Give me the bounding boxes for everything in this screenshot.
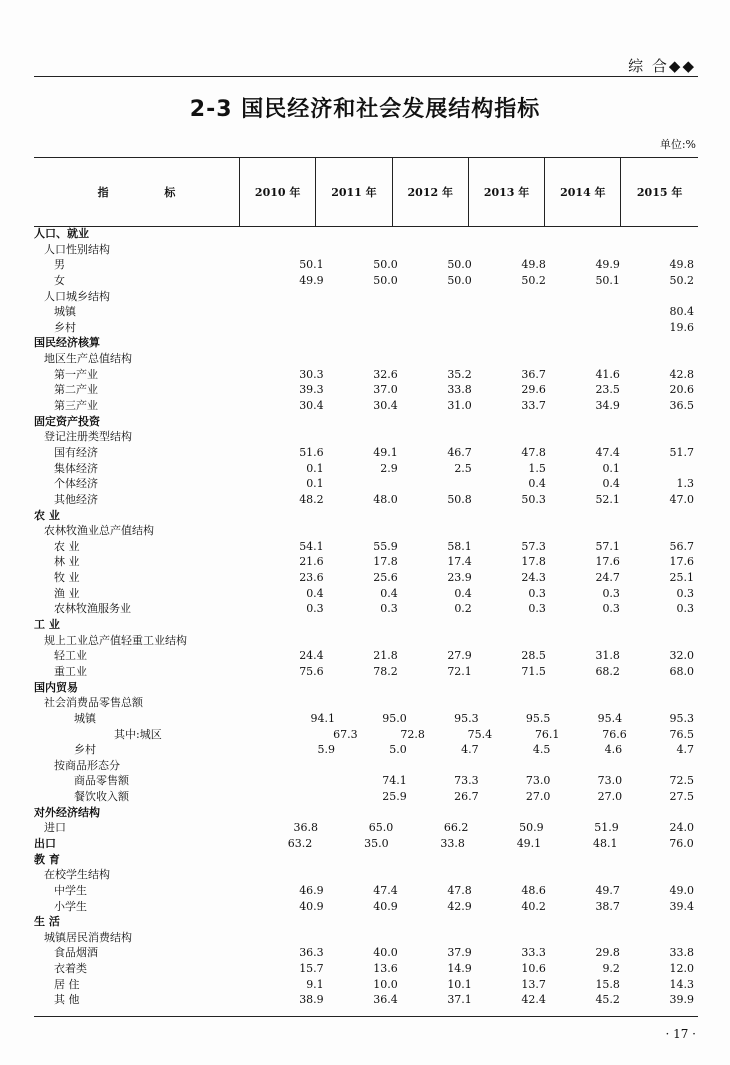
cell-value: 76.6 xyxy=(602,727,627,741)
row-label: 第二产业 xyxy=(54,383,98,397)
year-header: 2011 年 xyxy=(316,158,392,226)
cell-value: 0.4 xyxy=(306,586,324,600)
cell-value: 47.8 xyxy=(447,883,472,897)
table-row xyxy=(34,445,698,461)
cell-value: 23.6 xyxy=(299,571,324,585)
cell-value: 17.6 xyxy=(595,555,620,569)
cell-value: 17.8 xyxy=(373,555,398,569)
section-header: 综 合◆◆ xyxy=(628,57,696,75)
cell-value: 50.0 xyxy=(373,273,398,287)
cell-value: 5.0 xyxy=(389,743,407,757)
row-label: 其他经济 xyxy=(54,492,98,506)
cell-value: 23.9 xyxy=(447,571,472,585)
cell-value: 50.0 xyxy=(447,258,472,272)
cell-value: 57.3 xyxy=(521,539,546,553)
cell-value: 0.4 xyxy=(380,586,398,600)
table-row xyxy=(34,554,698,570)
cell-value: 27.0 xyxy=(525,790,551,804)
row-label: 第三产业 xyxy=(54,399,98,413)
cell-value: 38.9 xyxy=(299,993,324,1007)
cell-value: 0.3 xyxy=(676,602,694,616)
cell-value: 52.1 xyxy=(595,492,620,506)
row-label: 农林牧渔服务业 xyxy=(54,602,131,616)
table-row xyxy=(34,711,698,727)
cell-value: 10.0 xyxy=(373,977,398,991)
row-label: 人口城乡结构 xyxy=(44,289,110,303)
indicator-header: 指 标 xyxy=(34,158,240,226)
cell-value: 80.4 xyxy=(669,305,694,319)
cell-value: 0.3 xyxy=(306,602,324,616)
cell-value: 37.9 xyxy=(447,946,472,960)
cell-value: 50.8 xyxy=(447,492,472,506)
cell-value: 40.0 xyxy=(373,946,398,960)
row-label: 城镇 xyxy=(74,711,96,725)
table-row xyxy=(34,961,698,977)
cell-value: 65.0 xyxy=(368,821,394,835)
row-label: 出口 xyxy=(34,836,56,850)
row-label: 轻工业 xyxy=(54,649,87,663)
row-label: 其 他 xyxy=(54,993,80,1007)
cell-value: 12.0 xyxy=(669,962,694,976)
table-row xyxy=(34,742,698,758)
table-row xyxy=(34,617,698,633)
cell-value: 21.6 xyxy=(299,555,324,569)
table-row xyxy=(34,820,698,836)
row-label: 农林牧渔业总产值结构 xyxy=(44,524,154,538)
cell-value: 75.4 xyxy=(467,727,493,741)
cell-value: 35.0 xyxy=(364,836,389,850)
row-label: 教 育 xyxy=(34,852,60,866)
cell-value: 42.4 xyxy=(521,993,546,1007)
table-row xyxy=(34,992,698,1008)
row-label: 个体经济 xyxy=(54,477,98,491)
cell-value: 48.2 xyxy=(299,492,324,506)
table-row xyxy=(34,461,698,477)
row-label: 小学生 xyxy=(54,899,87,913)
table-row xyxy=(34,508,698,524)
cell-value: 50.0 xyxy=(447,273,472,287)
row-label: 规上工业总产值轻重工业结构 xyxy=(44,633,187,647)
cell-value: 66.2 xyxy=(443,821,469,835)
cell-value: 42.9 xyxy=(447,899,472,913)
cell-value: 40.2 xyxy=(521,899,546,913)
cell-value: 49.9 xyxy=(595,258,620,272)
table-row xyxy=(34,539,698,555)
cell-value: 72.8 xyxy=(400,727,425,741)
cell-value: 15.7 xyxy=(299,962,324,976)
cell-value: 0.4 xyxy=(602,477,620,491)
cell-value: 72.1 xyxy=(447,664,472,678)
cell-value: 10.6 xyxy=(521,962,546,976)
cell-value: 32.0 xyxy=(669,649,694,663)
cell-value: 78.2 xyxy=(373,664,398,678)
cell-value: 29.8 xyxy=(595,946,620,960)
cell-value: 14.3 xyxy=(669,977,694,991)
cell-value: 55.9 xyxy=(373,539,398,553)
table-row xyxy=(34,930,698,946)
cell-value: 49.9 xyxy=(299,273,324,287)
row-label: 重工业 xyxy=(54,664,87,678)
row-label: 在校学生结构 xyxy=(44,868,110,882)
cell-value: 2.5 xyxy=(454,461,472,475)
table-row xyxy=(34,289,698,305)
cell-value: 27.5 xyxy=(669,790,694,804)
table-row xyxy=(34,680,698,696)
table-row xyxy=(34,758,698,774)
cell-value: 33.8 xyxy=(669,946,694,960)
year-header: 2014 年 xyxy=(545,158,621,226)
cell-value: 73.0 xyxy=(597,774,623,788)
cell-value: 49.8 xyxy=(521,258,546,272)
cell-value: 68.2 xyxy=(595,664,620,678)
row-label: 食品烟酒 xyxy=(54,946,98,960)
page-number: · 17 · xyxy=(665,1027,696,1041)
cell-value: 25.9 xyxy=(382,790,407,804)
cell-value: 49.1 xyxy=(516,836,542,850)
table-row xyxy=(34,601,698,617)
cell-value: 40.9 xyxy=(299,899,324,913)
row-label: 渔 业 xyxy=(54,586,80,600)
cell-value: 75.6 xyxy=(299,664,324,678)
cell-value: 36.7 xyxy=(521,367,546,381)
table-row xyxy=(34,883,698,899)
cell-value: 36.5 xyxy=(669,399,694,413)
cell-value: 26.7 xyxy=(454,790,479,804)
cell-value: 9.2 xyxy=(602,962,620,976)
cell-value: 50.1 xyxy=(299,258,324,272)
row-label: 人口性别结构 xyxy=(44,242,110,256)
table-row xyxy=(34,945,698,961)
cell-value: 36.3 xyxy=(299,946,324,960)
cell-value: 27.0 xyxy=(597,790,623,804)
cell-value: 0.4 xyxy=(528,477,546,491)
table-row xyxy=(34,523,698,539)
table-row xyxy=(34,429,698,445)
row-label: 生 活 xyxy=(34,915,60,929)
unit-label: 单位:% xyxy=(659,138,696,151)
table-row xyxy=(34,852,698,868)
cell-value: 32.6 xyxy=(373,367,398,381)
cell-value: 57.1 xyxy=(595,539,620,553)
cell-value: 95.4 xyxy=(597,711,623,725)
cell-value: 48.1 xyxy=(592,836,618,850)
cell-value: 28.5 xyxy=(521,649,546,663)
table-row xyxy=(34,304,698,320)
table-row xyxy=(34,914,698,930)
cell-value: 17.8 xyxy=(521,555,546,569)
cell-value: 9.1 xyxy=(306,977,324,991)
cell-value: 68.0 xyxy=(669,664,694,678)
row-label: 城镇 xyxy=(54,305,76,319)
table-body xyxy=(34,226,698,1008)
row-label: 其中:城区 xyxy=(114,727,162,741)
table-row xyxy=(34,398,698,414)
row-label: 国有经济 xyxy=(54,445,98,459)
cell-value: 0.1 xyxy=(602,461,620,475)
cell-value: 5.9 xyxy=(317,743,335,757)
row-label: 餐饮收入额 xyxy=(74,790,129,804)
cell-value: 37.0 xyxy=(373,383,398,397)
cell-value: 27.9 xyxy=(447,649,472,663)
row-label: 女 xyxy=(54,273,65,287)
cell-value: 46.7 xyxy=(447,445,472,459)
row-label: 农 业 xyxy=(54,539,80,553)
table-row xyxy=(34,899,698,915)
cell-value: 71.5 xyxy=(521,664,546,678)
row-label: 固定资产投资 xyxy=(34,414,100,428)
row-label: 男 xyxy=(54,258,65,272)
cell-value: 30.4 xyxy=(373,399,398,413)
table-row xyxy=(34,648,698,664)
cell-value: 4.7 xyxy=(461,743,479,757)
cell-value: 48.6 xyxy=(521,883,546,897)
cell-value: 76.1 xyxy=(534,727,560,741)
row-label: 乡村 xyxy=(54,320,76,334)
table-row xyxy=(34,977,698,993)
table-row xyxy=(34,773,698,789)
cell-value: 39.3 xyxy=(299,383,324,397)
cell-value: 33.8 xyxy=(440,836,465,850)
cell-value: 0.1 xyxy=(306,461,324,475)
row-label: 牧 业 xyxy=(54,571,80,585)
year-header: 2015 年 xyxy=(636,186,683,199)
cell-value: 50.3 xyxy=(521,492,546,506)
cell-value: 25.6 xyxy=(373,571,398,585)
cell-value: 33.8 xyxy=(447,383,472,397)
cell-value: 51.9 xyxy=(594,821,619,835)
row-label: 衣着类 xyxy=(54,962,87,976)
row-label: 登记注册类型结构 xyxy=(44,430,132,444)
cell-value: 49.1 xyxy=(373,445,398,459)
cell-value: 49.0 xyxy=(669,883,694,897)
cell-value: 95.0 xyxy=(382,711,407,725)
cell-value: 51.6 xyxy=(299,445,324,459)
table-row xyxy=(34,836,698,852)
cell-value: 24.7 xyxy=(595,571,620,585)
cell-value: 29.6 xyxy=(521,383,546,397)
cell-value: 33.7 xyxy=(521,399,546,413)
cell-value: 38.7 xyxy=(595,899,620,913)
cell-value: 0.3 xyxy=(528,602,546,616)
row-label: 商品零售额 xyxy=(74,774,129,788)
cell-value: 50.2 xyxy=(521,273,546,287)
cell-value: 42.8 xyxy=(669,367,694,381)
cell-value: 95.5 xyxy=(525,711,551,725)
row-label: 乡村 xyxy=(74,743,96,757)
table-row xyxy=(34,492,698,508)
cell-value: 33.3 xyxy=(521,946,546,960)
cell-value: 36.8 xyxy=(293,821,319,835)
cell-value: 20.6 xyxy=(669,383,694,397)
cell-value: 72.5 xyxy=(669,774,694,788)
cell-value: 95.3 xyxy=(454,711,479,725)
cell-value: 47.8 xyxy=(521,445,546,459)
table-row xyxy=(34,367,698,383)
cell-value: 23.5 xyxy=(595,383,620,397)
row-label: 林 业 xyxy=(54,555,80,569)
cell-value: 1.5 xyxy=(528,461,546,475)
cell-value: 63.2 xyxy=(287,836,313,850)
cell-value: 73.0 xyxy=(525,774,551,788)
cell-value: 50.2 xyxy=(669,273,694,287)
cell-value: 30.4 xyxy=(299,399,324,413)
table-row xyxy=(34,664,698,680)
table-row xyxy=(34,335,698,351)
table-row xyxy=(34,320,698,336)
cell-value: 50.9 xyxy=(519,821,544,835)
cell-value: 41.6 xyxy=(595,367,620,381)
row-label: 工 业 xyxy=(34,618,60,632)
cell-value: 36.4 xyxy=(373,993,398,1007)
table-row xyxy=(34,351,698,367)
cell-value: 25.1 xyxy=(669,571,694,585)
cell-value: 94.1 xyxy=(310,711,335,725)
cell-value: 1.3 xyxy=(676,477,694,491)
row-label: 第一产业 xyxy=(54,367,98,381)
cell-value: 50.0 xyxy=(373,258,398,272)
cell-value: 48.0 xyxy=(373,492,398,506)
cell-value: 0.3 xyxy=(380,602,398,616)
cell-value: 47.4 xyxy=(595,445,620,459)
page-title: 2-3 国民经济和社会发展结构指标 xyxy=(189,97,541,122)
row-label: 社会消费品零售总额 xyxy=(44,696,143,710)
cell-value: 15.8 xyxy=(595,977,620,991)
cell-value: 17.4 xyxy=(447,555,472,569)
cell-value: 31.8 xyxy=(595,649,620,663)
table-row xyxy=(34,257,698,273)
cell-value: 47.4 xyxy=(373,883,398,897)
cell-value: 21.8 xyxy=(373,649,398,663)
cell-value: 24.3 xyxy=(521,571,546,585)
table-row xyxy=(34,570,698,586)
cell-value: 24.4 xyxy=(299,649,324,663)
cell-value: 51.7 xyxy=(669,445,694,459)
table-row xyxy=(34,805,698,821)
cell-value: 31.0 xyxy=(447,399,472,413)
cell-value: 13.7 xyxy=(521,977,546,991)
cell-value: 49.8 xyxy=(669,258,694,272)
cell-value: 58.1 xyxy=(447,539,472,553)
cell-value: 0.1 xyxy=(306,477,324,491)
table-row xyxy=(34,789,698,805)
cell-value: 76.0 xyxy=(669,836,694,850)
row-label: 对外经济结构 xyxy=(34,805,100,819)
cell-value: 14.9 xyxy=(447,962,472,976)
cell-value: 46.9 xyxy=(299,883,324,897)
table-row xyxy=(34,476,698,492)
cell-value: 4.6 xyxy=(604,743,623,757)
cell-value: 4.7 xyxy=(676,743,694,757)
cell-value: 0.4 xyxy=(454,586,472,600)
cell-value: 17.6 xyxy=(669,555,694,569)
cell-value: 19.6 xyxy=(669,320,694,334)
cell-value: 45.2 xyxy=(595,993,620,1007)
cell-value: 49.7 xyxy=(595,883,620,897)
cell-value: 10.1 xyxy=(447,977,472,991)
row-label: 进口 xyxy=(44,821,66,835)
cell-value: 54.1 xyxy=(299,539,324,553)
row-label: 地区生产总值结构 xyxy=(44,352,132,366)
row-label: 集体经济 xyxy=(54,461,98,475)
header-divider xyxy=(34,76,698,77)
table-row xyxy=(34,867,698,883)
table-row xyxy=(34,586,698,602)
cell-value: 40.9 xyxy=(373,899,398,913)
row-label: 国内贸易 xyxy=(34,680,78,694)
year-header: 2010 年 xyxy=(240,158,316,226)
cell-value: 56.7 xyxy=(669,539,694,553)
cell-value: 0.3 xyxy=(602,602,620,616)
row-label: 国民经济核算 xyxy=(34,336,100,350)
cell-value: 47.0 xyxy=(669,492,694,506)
row-label: 农 业 xyxy=(34,508,60,522)
cell-value: 73.3 xyxy=(454,774,479,788)
cell-value: 30.3 xyxy=(299,367,324,381)
cell-value: 0.3 xyxy=(528,586,546,600)
cell-value: 67.3 xyxy=(333,727,358,741)
table-bottom-rule xyxy=(34,1016,698,1017)
cell-value: 0.2 xyxy=(454,602,472,616)
cell-value: 35.2 xyxy=(447,367,472,381)
year-header: 2013 年 xyxy=(469,158,545,226)
cell-value: 39.4 xyxy=(669,899,694,913)
table-row xyxy=(34,414,698,430)
year-header: 2012 年 xyxy=(393,158,469,226)
table-row xyxy=(34,727,698,743)
row-label: 居 住 xyxy=(54,977,80,991)
cell-value: 13.6 xyxy=(373,962,398,976)
cell-value: 4.5 xyxy=(532,743,551,757)
cell-value: 76.5 xyxy=(669,727,694,741)
cell-value: 24.0 xyxy=(669,821,694,835)
table-row xyxy=(34,273,698,289)
row-label: 按商品形态分 xyxy=(54,758,120,772)
table-row xyxy=(34,382,698,398)
cell-value: 0.3 xyxy=(602,586,620,600)
row-label: 中学生 xyxy=(54,883,87,897)
row-label: 人口、就业 xyxy=(34,227,89,240)
row-label: 城镇居民消费结构 xyxy=(44,930,132,944)
table-row xyxy=(34,633,698,649)
cell-value: 74.1 xyxy=(382,774,407,788)
cell-value: 50.1 xyxy=(595,273,620,287)
cell-value: 37.1 xyxy=(447,993,472,1007)
table-row xyxy=(34,226,698,242)
cell-value: 95.3 xyxy=(669,711,694,725)
cell-value: 2.9 xyxy=(380,461,398,475)
table-row xyxy=(34,695,698,711)
table-header xyxy=(34,158,698,227)
cell-value: 0.3 xyxy=(676,586,694,600)
cell-value: 39.9 xyxy=(669,993,694,1007)
table-row xyxy=(34,242,698,258)
cell-value: 34.9 xyxy=(595,399,620,413)
